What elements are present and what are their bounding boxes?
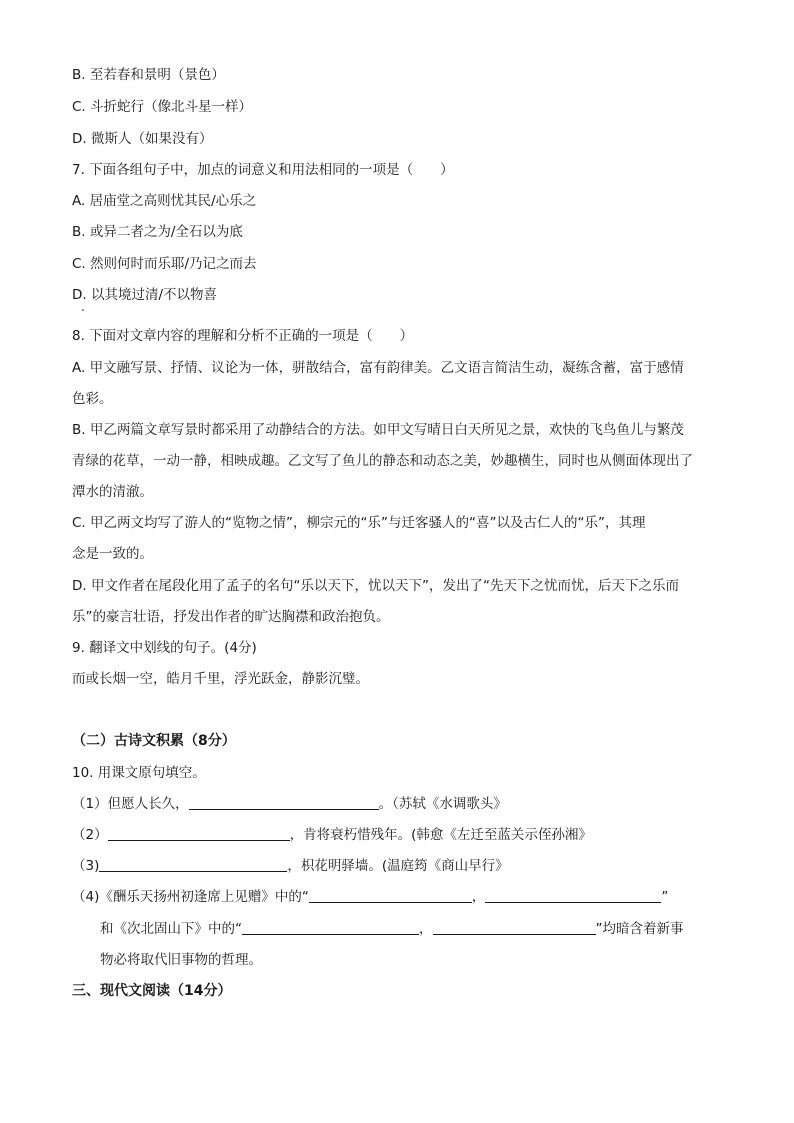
q7-option-c: C. 然则何时而乐耶/乃记之而去 bbox=[72, 256, 257, 272]
q8-option-b-line1: B. 甲乙两篇文章写景时都采用了动静结合的方法。如甲文写晴日白天所见之景，欢快的飞鸟鱼儿与繁茂 bbox=[72, 422, 684, 438]
q7-option-a: A. 居庙堂之高则忧其民/心乐之 bbox=[72, 193, 257, 209]
q10-item-2 bbox=[72, 826, 592, 844]
q8-stem: 8. 下面对文章内容的理解和分析不正确的一项是（ ） bbox=[72, 328, 414, 344]
q10-item-3-prefix: （3) bbox=[72, 858, 100, 874]
q8-option-a-line1: A. 甲文融写景、抒情、议论为一体，骈散结合，富有韵律美。乙文语言简洁生动，凝练含蓄，富于感情 bbox=[72, 360, 684, 376]
q10-item-1-prefix: （1）但愿人长久， bbox=[72, 796, 189, 812]
q10-item-2-prefix: （2） bbox=[72, 827, 108, 843]
q10-item-1-source: 。（苏轼《水调歌头》 bbox=[378, 796, 507, 812]
answer-blank-4b[interactable] bbox=[485, 888, 661, 903]
q7-stem: 7. 下面各组句子中，加点的词意义和用法相同的一项是（ ） bbox=[72, 162, 454, 178]
q10-item-3-source: ，枳花明驿墙。(温庭筠《商山早行》 bbox=[287, 858, 509, 874]
q10-item-4-line3: 物必将取代旧事物的哲理。 bbox=[100, 952, 262, 968]
q10-item-4b-comma: ， bbox=[419, 921, 433, 937]
q10-stem: 10. 用课文原句填空。 bbox=[72, 765, 206, 781]
q7-option-d: D. 以其境过清/不以物喜 bbox=[72, 287, 218, 303]
section-3-title: 三、现代文阅读（14分） bbox=[72, 983, 232, 999]
q6-option-c: C. 斗折蛇行（像北斗星一样） bbox=[72, 99, 253, 115]
q8-option-a-line2: 色彩。 bbox=[72, 391, 113, 407]
q10-item-4-prefix: （4)《酬乐天扬州初逢席上见赠》中的“ bbox=[72, 889, 309, 905]
q10-item-4-line2 bbox=[100, 920, 684, 938]
q8-option-c-line2: 念是一致的。 bbox=[72, 546, 153, 562]
q9-stem: 9. 翻译文中划线的句子。(4分) bbox=[72, 640, 257, 656]
q10-item-2-source: ，肯将衰朽惜残年。(韩愈《左迁至蓝关示侄孙湘》 bbox=[289, 827, 592, 843]
q6-option-b: B. 至若春和景明（景色） bbox=[72, 67, 225, 83]
q10-item-4-close: ” bbox=[661, 889, 669, 905]
q10-item-4b-suffix: ”均暗含着新事 bbox=[595, 921, 684, 937]
emphasis-dot bbox=[82, 309, 84, 311]
q10-item-3 bbox=[72, 857, 509, 875]
answer-blank-1[interactable] bbox=[189, 795, 379, 810]
q10-item-1 bbox=[72, 795, 507, 813]
q7-option-b: B. 或异二者之为/全石以为底 bbox=[72, 224, 243, 240]
answer-blank-4a[interactable] bbox=[309, 888, 472, 903]
q8-option-b-line2: 青绿的花草，一动一静，相映成趣。乙文写了鱼儿的静态和动态之美，妙趣横生，同时也从侧面体现出了 bbox=[72, 453, 693, 469]
section-2-title: （二）古诗文积累（8分） bbox=[72, 733, 236, 749]
q9-sentence: 而或长烟一空，皓月千里，浮光跃金，静影沉璧。 bbox=[72, 671, 369, 687]
q10-item-4b-prefix: 和《次北固山下》中的“ bbox=[100, 921, 242, 937]
q8-option-b-line3: 潭水的清澈。 bbox=[72, 484, 153, 500]
answer-blank-2[interactable] bbox=[108, 826, 290, 841]
q10-item-4 bbox=[72, 888, 668, 906]
q8-option-d-line2: 乐”的豪言壮语，抒发出作者的旷达胸襟和政治抱负。 bbox=[72, 609, 390, 625]
q10-item-4-comma: ， bbox=[471, 889, 486, 905]
answer-blank-4c[interactable] bbox=[242, 920, 419, 935]
q8-option-d-line1: D. 甲文作者在尾段化用了孟子的名句“乐以天下，忧以天下”，发出了“先天下之忧而忧，后天下之乐而 bbox=[72, 578, 679, 594]
answer-blank-4d[interactable] bbox=[433, 920, 596, 935]
q8-option-c-line1: C. 甲乙两文均写了游人的“览物之情”，柳宗元的“乐”与迁客骚人的“喜”以及古仁人的“乐”，其理 bbox=[72, 515, 646, 531]
answer-blank-3[interactable] bbox=[99, 857, 287, 872]
q6-option-d: D. 微斯人（如果没有） bbox=[72, 131, 213, 147]
